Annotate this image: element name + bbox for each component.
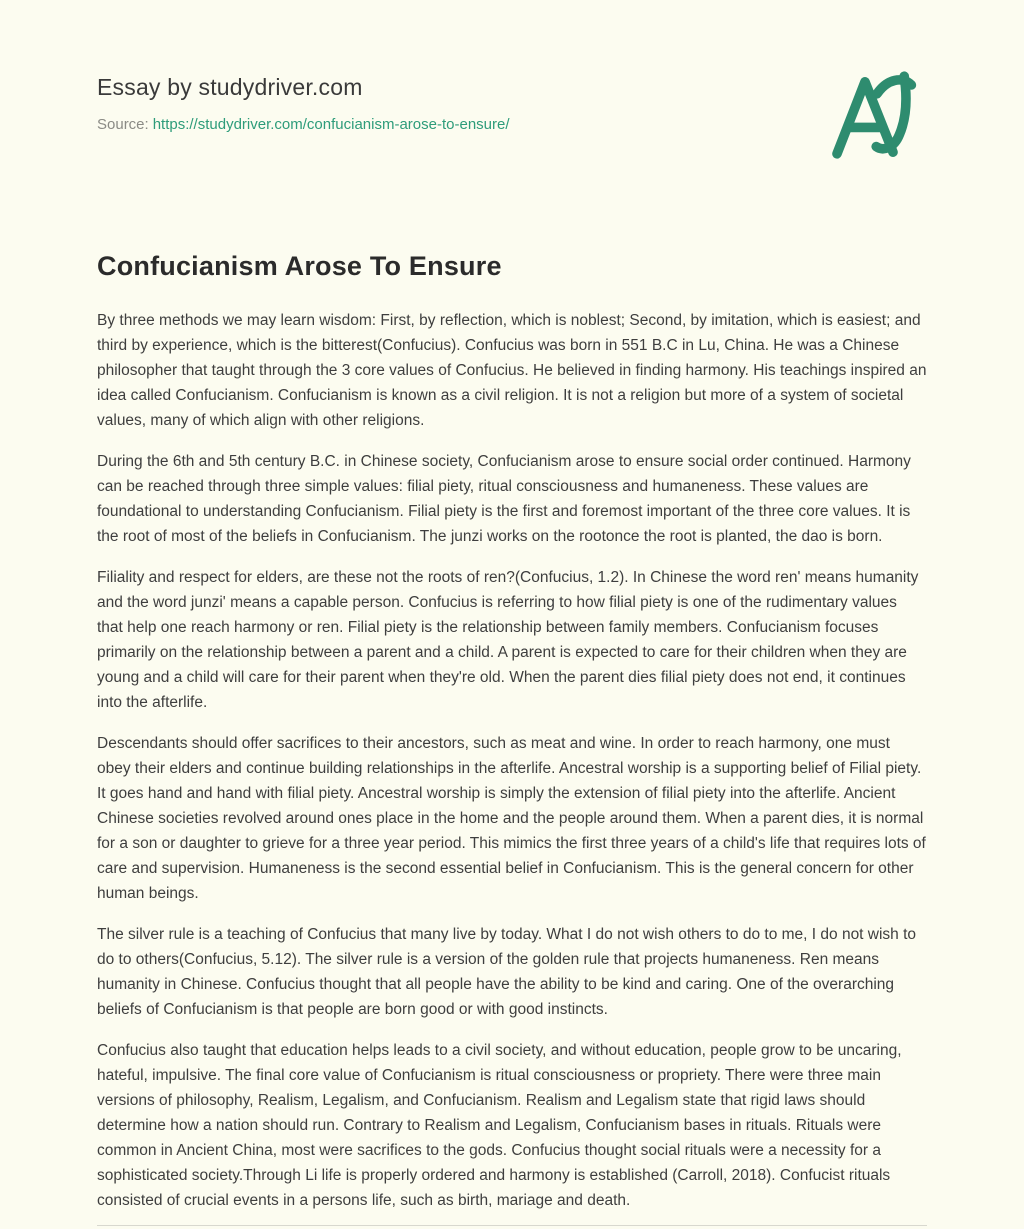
essay-paragraph: The silver rule is a teaching of Confucius that many live by today. What I do not wish others to do to me, I do not wish to do to others(Confucius, 5.12). The silver rule is a version of the golden rule that projects humaneness. Ren means humanity in Chinese. Confucius thought that all people have the ability to be kind and caring. One of the overarching beliefs of Confucianism is that people are born good or with good instincts.: [97, 926, 917, 1018]
essay-paragraph: During the 6th and 5th century B.C. in Chinese society, Confucianism arose to ensure social order continued. Harmony can be reached through three simple values: filial piety, ritual consciousness and humaneness. These values are foundational to understanding Confucianism. Filial piety is the first and foremost important of the three core values. It is the root of most of the beliefs in Confucianism. The junzi works on the rootonce the root is planted, the dao is born.: [97, 453, 911, 545]
essay-content: [97, 251, 927, 1213]
source-link[interactable]: https://studydriver.com/confucianism-arose-to-ensure/: [152, 116, 510, 133]
page-header: [97, 0, 927, 133]
page-title: Essay by studydriver.com: [97, 74, 363, 100]
studydriver-logo-icon: [829, 68, 921, 162]
essay-paragraph: Confucius also taught that education helps leads to a civil society, and without education, people grow to be uncaring, hateful, impulsive. The final core value of Confucianism is ritual consciousness or propriety. There were three main versions of philosophy, Realism, Legalism, and Confucianism. Realism and Legalism state that rigid laws should determine how a nation should run. Contrary to Realism and Legalism, Confucianism bases in rituals. Rituals were common in Ancient China, most were sacrifices to the gods. Confucius thought social rituals were a necessity for a sophisticated society.Through Li life is properly ordered and harmony is established (Carroll, 2018). Confucist rituals consisted of crucial events in a persons life, such as birth, mariage and death.: [97, 1042, 902, 1209]
essay-paragraph: Filiality and respect for elders, are these not the roots of ren?(Confucius, 1.2). In Chinese the word ren' means humanity and the word junzi' means a capable person. Confucius is referring to how filial piety is one of the rudimentary values that help one reach harmony or ren. Filial piety is the relationship between family members. Confucianism focuses primarily on the relationship between a parent and a child. A parent is expected to care for their children when they are young and a child will care for their parent when they're old. When the parent dies filial piety does not end, it continues into the afterlife.: [97, 569, 919, 711]
studydriver-logo: [829, 68, 921, 162]
essay-title: Confucianism Arose To Ensure: [97, 251, 502, 281]
source-line: [97, 116, 927, 133]
essay-body: [97, 308, 927, 1213]
source-label: Source:: [97, 116, 149, 133]
essay-paragraph: By three methods we may learn wisdom: First, by reflection, which is noblest; Second, by imitation, which is easiest; and third by experience, which is the bitterest(Confucius). Confucius was born in 551 B.C in Lu, China. He was a Chinese philosopher that taught through the 3 core values of Confucius. He believed in finding harmony. His teachings inspired an idea called Confucianism. Confucianism is known as a civil religion. It is not a religion but more of a system of societal values, many of which align with other religions.: [97, 312, 927, 429]
essay-paragraph: Descendants should offer sacrifices to their ancestors, such as meat and wine. In order to reach harmony, one must obey their elders and continue building relationships in the afterlife. Ancestral worship is a supporting belief of Filial piety. It goes hand and hand with filial piety. Ancestral worship is simply the extension of filial piety into the afterlife. Ancient Chinese societies revolved around ones place in the home and the people around them. When a parent dies, it is normal for a son or daughter to grieve for a three year period. This mimics the first three years of a child's life that requires lots of care and supervision. Humaneness is the second essential belief in Confucianism. This is the general concern for other human beings.: [97, 735, 926, 902]
